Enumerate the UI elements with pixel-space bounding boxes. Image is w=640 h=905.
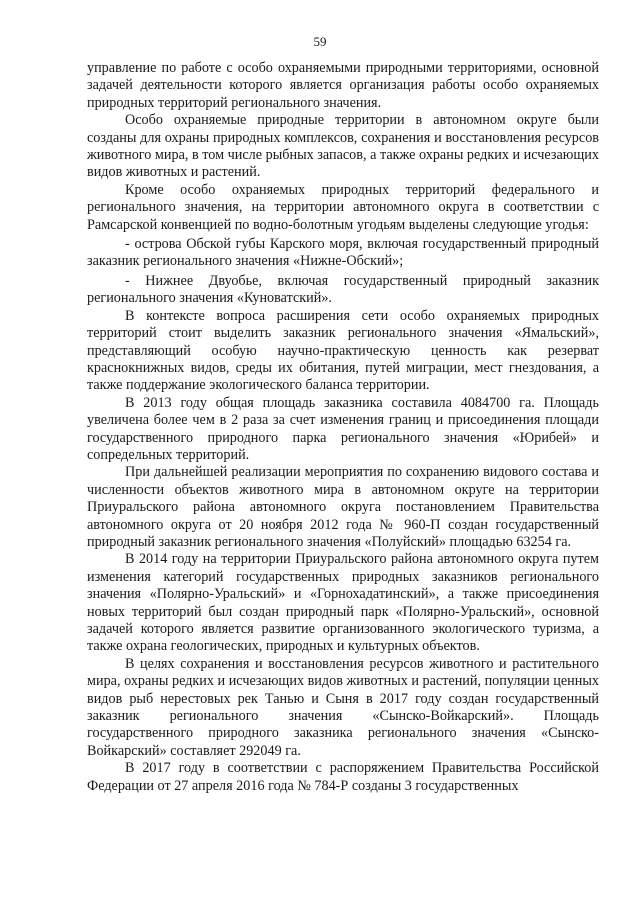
page-number: 59	[313, 34, 327, 49]
paragraph: Особо охраняемые природные территории в автономном округе были созданы для охраны природных комплексов, сохранения и восстановления ресурсов животного мира, в том числе рыбных запасов, а также охраны редких и исчезающих видов животных и растений.	[87, 112, 599, 181]
list-item: - Нижнее Двуобье, включая государственный природный заказник регионального значения «Куноватский».	[87, 272, 599, 307]
paragraph: В контексте вопроса расширения сети особо охраняемых природных территорий стоит выделить заказник регионального значения «Ямальский», представляющий особую научно-практическую ценность как резерват краснокнижных видов, среды их обитания, путей миграции, мест гнездования, а также поддержание экологического баланса территории.	[87, 307, 599, 394]
paragraph: В 2017 году в соответствии с распоряжением Правительства Российской Федерации от 27 апреля 2016 года № 784-Р созданы 3 государственных	[87, 760, 599, 794]
list-item: - острова Обской губы Карского моря, включая государственный природный заказник регионального значения «Нижне-Обский»;	[87, 236, 599, 270]
paragraph: Кроме особо охраняемых природных территорий федерального и регионального значения, на территории автономного округа в соответствии с Рамсарской конвенцией по водно-болотным угодьям выделены следующие угодья:	[87, 181, 599, 233]
paragraph: В 2014 году на территории Приуральского района автономного округа путем изменения категорий государственных природных заказников регионального значения «Полярно-Уральский» и «Горнохадатинский», а также присоединения новых территорий был создан природный парк «Полярно-Уральский», основной задачей которого является развитие организованного экологического туризма, а также охрана геологических, природных и культурных объектов.	[87, 551, 599, 655]
paragraph: управление по работе с особо охраняемыми природными территориями, основной задачей деятельности которого является организация работы особо охраняемых природных территорий регионального значения.	[87, 60, 599, 111]
paragraph: При дальнейшей реализации мероприятия по сохранению видового состава и численности объектов животного мира в автономном округе на территории Приуральского района автономного округа постановлением Правительства автономного округа от 20 ноября 2012 года № 960-П создан государственный природный заказник регионального значения «Полуйский» площадью 63254 га.	[87, 464, 599, 550]
paragraph: В 2013 году общая площадь заказника составила 4084700 га. Площадь увеличена более чем в 2 раза за счет изменения границ и присоединения площади государственного природного парка регионального значения «Юрибей» и сопредельных территорий.	[87, 394, 599, 463]
document-body	[87, 60, 599, 795]
paragraph: В целях сохранения и восстановления ресурсов животного и растительного мира, охраны редких и исчезающих видов животных и растений, популяции ценных видов рыб нерестовых рек Танью и Сыня в 2017 году создан государственный заказник регионального значения «Сынско-Войкарский». Площадь государственного природного заказника регионального значения «Сынско-Войкарский» составляет 292049 га.	[87, 655, 599, 759]
